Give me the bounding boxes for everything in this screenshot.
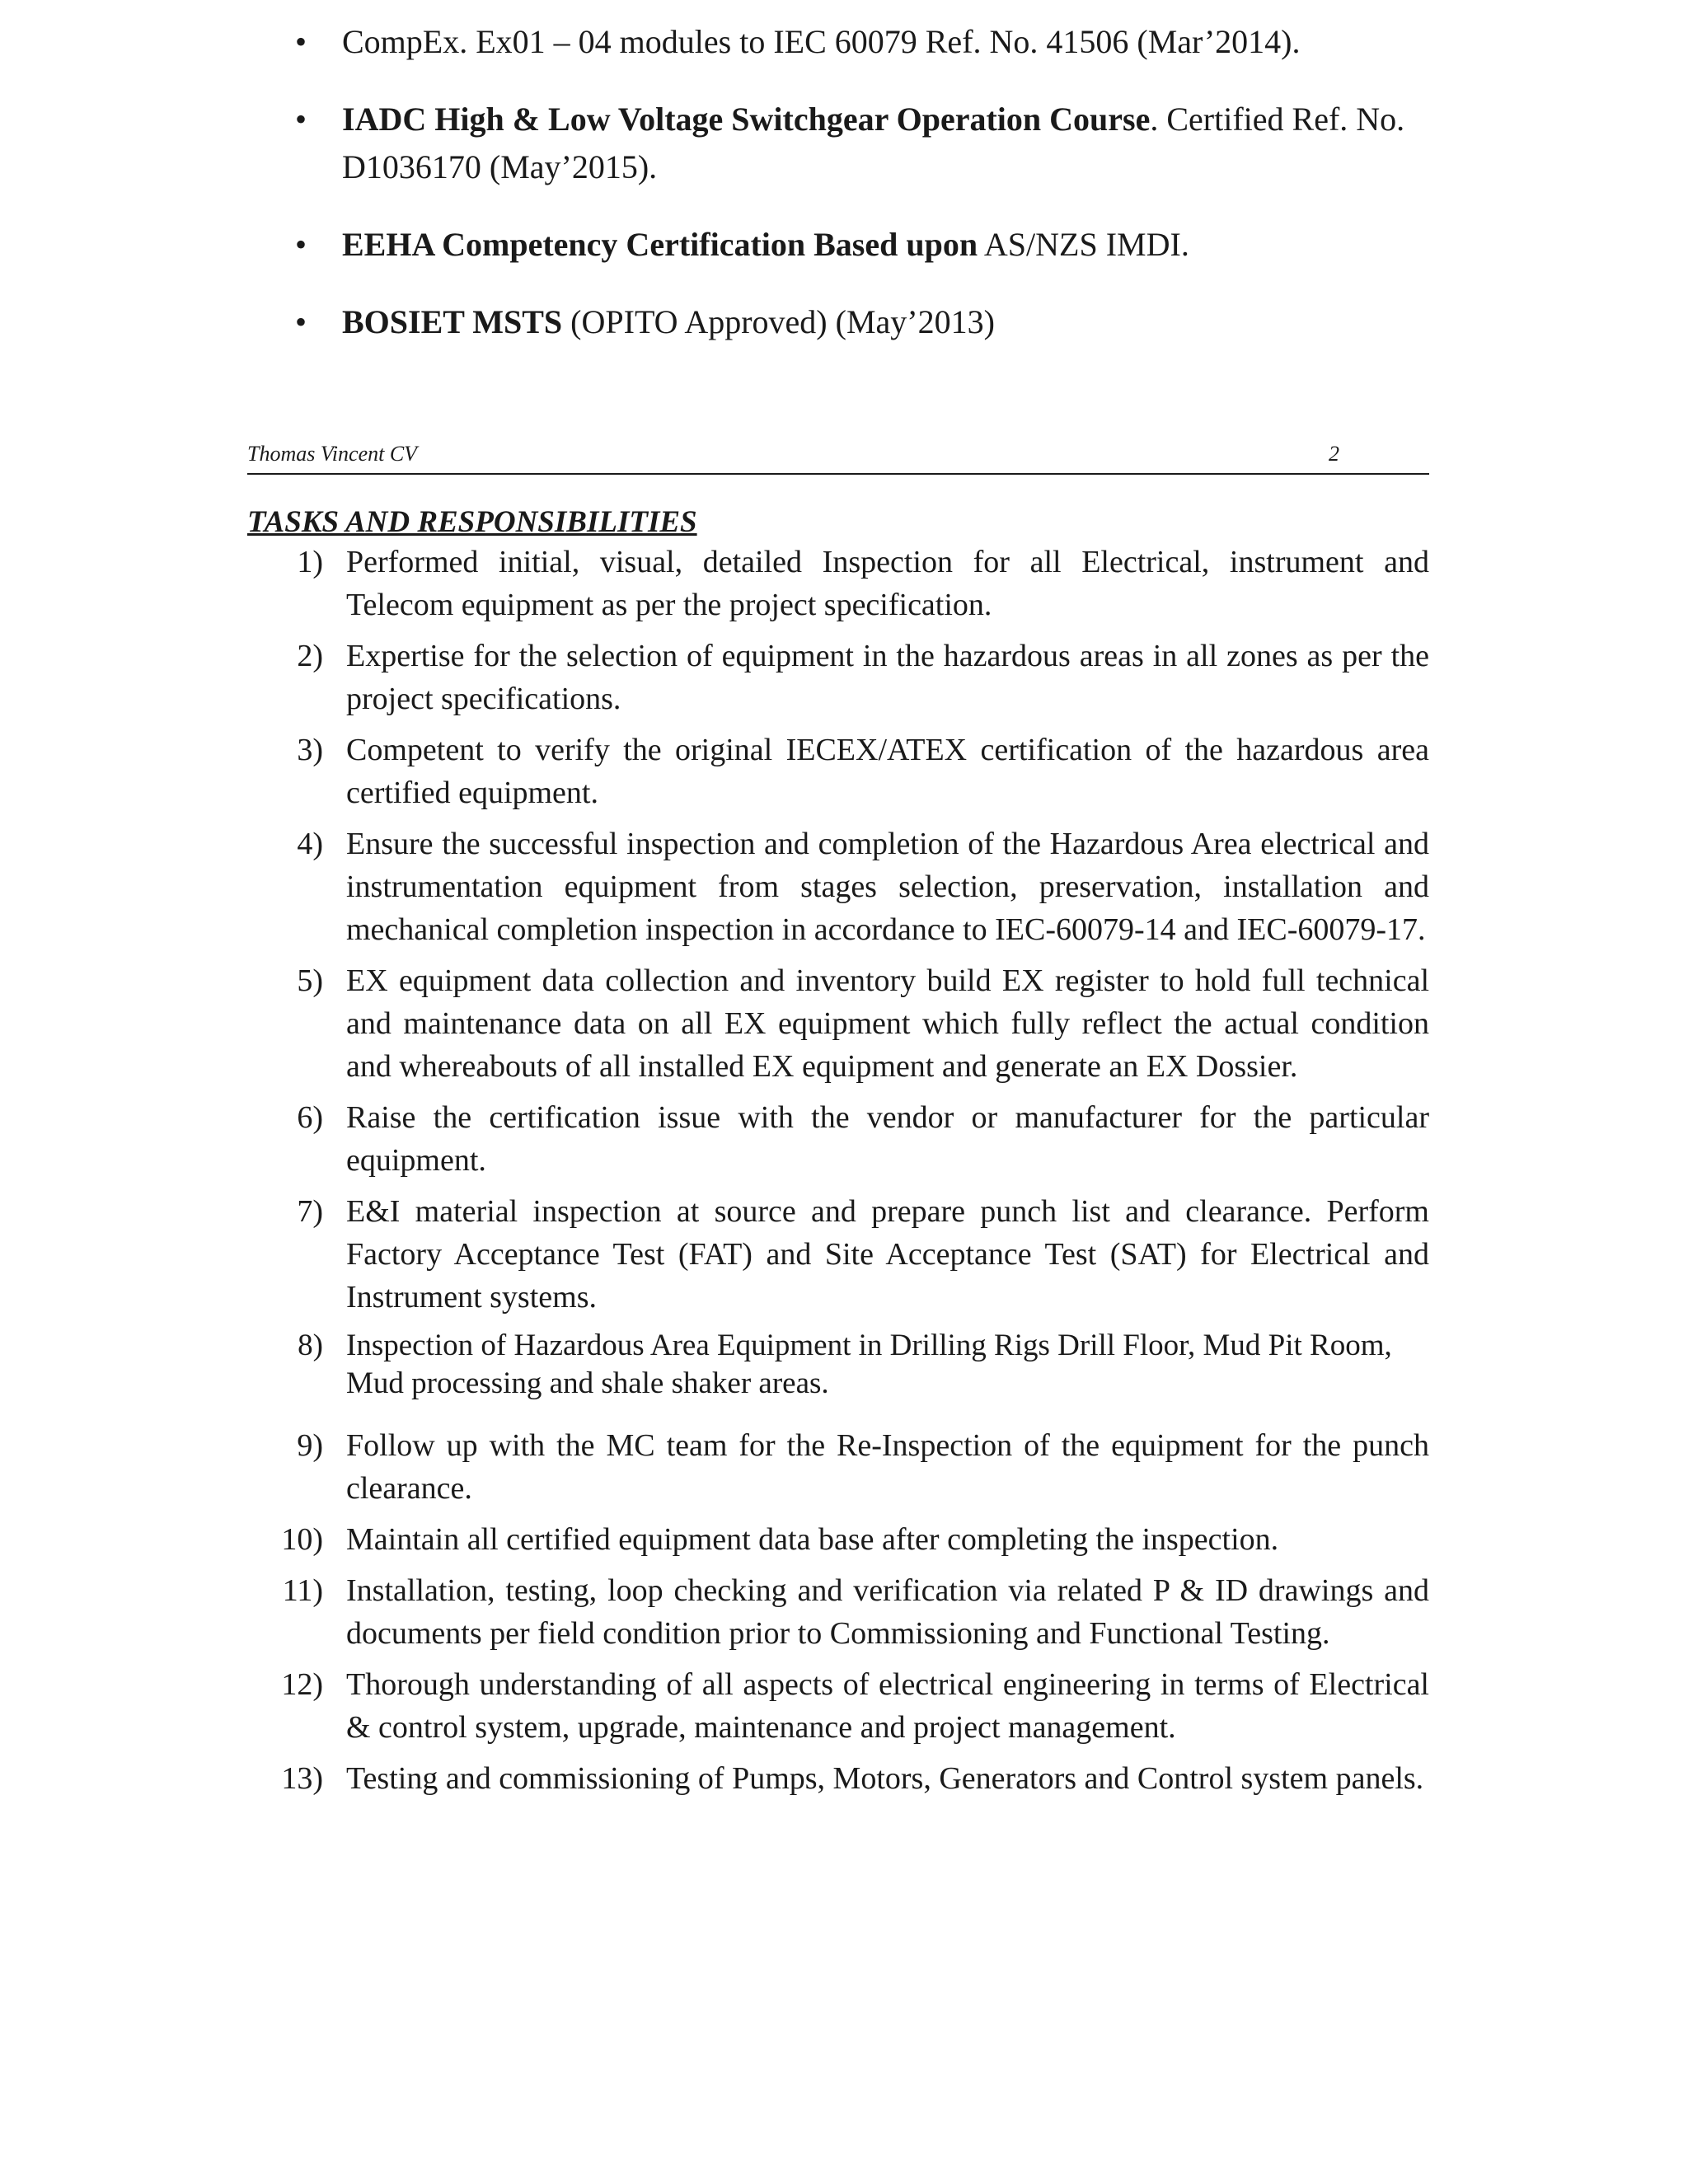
certification-item xyxy=(247,96,1426,191)
task-item xyxy=(247,823,1429,951)
certification-text: (OPITO Approved) (May’2013) xyxy=(562,303,995,340)
task-number: 13) xyxy=(281,1761,323,1796)
bullet-icon: • xyxy=(295,101,307,138)
certification-item xyxy=(247,221,1426,269)
task-number: 1) xyxy=(297,545,323,579)
certification-item xyxy=(247,298,1426,346)
task-number: 4) xyxy=(297,827,323,861)
task-text: EX equipment data collection and inventory build EX register to hold full technical and maintenance data on all EX equipment which fully reflect the actual condition and whereabouts of all installed EX equipment and generate an EX Dossier. xyxy=(346,963,1429,1084)
task-number: 2) xyxy=(297,639,323,673)
task-text: Thorough understanding of all aspects of electrical engineering in terms of Electrical & control system, upgrade, maintenance and project management. xyxy=(346,1667,1429,1745)
task-item xyxy=(247,635,1429,720)
task-text: Inspection of Hazardous Area Equipment in Drilling Rigs Drill Floor, Mud Pit Room, Mud processing and shale shaker areas. xyxy=(346,1329,1392,1400)
bullet-icon: • xyxy=(295,226,307,263)
bullet-icon: • xyxy=(295,23,307,60)
task-item xyxy=(247,1096,1429,1182)
task-number: 8) xyxy=(298,1329,323,1362)
task-text: Performed initial, visual, detailed Inspection for all Electrical, instrument and Telecom equipment as per the project specification. xyxy=(346,545,1429,622)
certification-list xyxy=(247,18,1426,346)
task-item xyxy=(247,1190,1429,1319)
certification-text: . Certified Ref. No. D1036170 (May’2015). xyxy=(342,101,1405,185)
task-number: 12) xyxy=(281,1667,323,1702)
task-text: Expertise for the selection of equipment in the hazardous areas in all zones as per the project specifications. xyxy=(346,639,1429,716)
task-item xyxy=(247,729,1429,814)
task-item xyxy=(247,1327,1429,1403)
task-text: Testing and commissioning of Pumps, Motors, Generators and Control system panels. xyxy=(346,1761,1424,1796)
task-number: 5) xyxy=(297,963,323,998)
certification-bold: BOSIET MSTS xyxy=(342,303,563,340)
task-text: Ensure the successful inspection and completion of the Hazardous Area electrical and instrumentation equipment from stages selection, preservation, installation and mechanical completion inspection in accordance to IEC-60079-14 and IEC-60079-17. xyxy=(346,827,1429,947)
certification-bold: EEHA Competency Certification Based upon xyxy=(342,226,978,263)
task-number: 9) xyxy=(297,1428,323,1463)
section-title: TASKS AND RESPONSIBILITIES xyxy=(247,505,697,539)
task-number: 7) xyxy=(297,1194,323,1229)
task-text: Maintain all certified equipment data base after completing the inspection. xyxy=(346,1522,1279,1557)
task-number: 6) xyxy=(297,1100,323,1135)
certification-text: AS/NZS IMDI. xyxy=(978,226,1189,263)
tasks-list xyxy=(247,541,1429,1808)
task-text: Raise the certification issue with the vendor or manufacturer for the particular equipment. xyxy=(346,1100,1429,1178)
header-document-title: Thomas Vincent CV xyxy=(247,442,418,466)
task-text: E&I material inspection at source and prepare punch list and clearance. Perform Factory Acceptance Test (FAT) and Site Acceptance Test (SAT) for Electrical and Instrument systems. xyxy=(346,1194,1429,1315)
page-header xyxy=(247,440,1429,475)
task-text: Installation, testing, loop checking and verification via related P & ID drawings and documents per field condition prior to Commissioning and Functional Testing. xyxy=(346,1573,1429,1651)
task-item xyxy=(247,1663,1429,1749)
certification-text: CompEx. Ex01 – 04 modules to IEC 60079 Ref. No. 41506 (Mar’2014). xyxy=(342,23,1301,60)
task-item xyxy=(247,1518,1429,1561)
task-item xyxy=(247,1757,1429,1800)
task-item xyxy=(247,959,1429,1088)
task-number: 3) xyxy=(297,733,323,767)
task-item xyxy=(247,541,1429,626)
task-text: Follow up with the MC team for the Re-Inspection of the equipment for the punch clearance. xyxy=(346,1428,1429,1506)
task-text: Competent to verify the original IECEX/ATEX certification of the hazardous area certified equipment. xyxy=(346,733,1429,810)
bullet-icon: • xyxy=(295,303,307,340)
certification-bold: IADC High & Low Voltage Switchgear Operation Course xyxy=(342,101,1151,138)
header-page-number: 2 xyxy=(1329,442,1339,466)
certification-item xyxy=(247,18,1426,66)
task-item xyxy=(247,1424,1429,1510)
task-number: 11) xyxy=(282,1573,323,1608)
task-item xyxy=(247,1569,1429,1655)
task-number: 10) xyxy=(281,1522,323,1557)
